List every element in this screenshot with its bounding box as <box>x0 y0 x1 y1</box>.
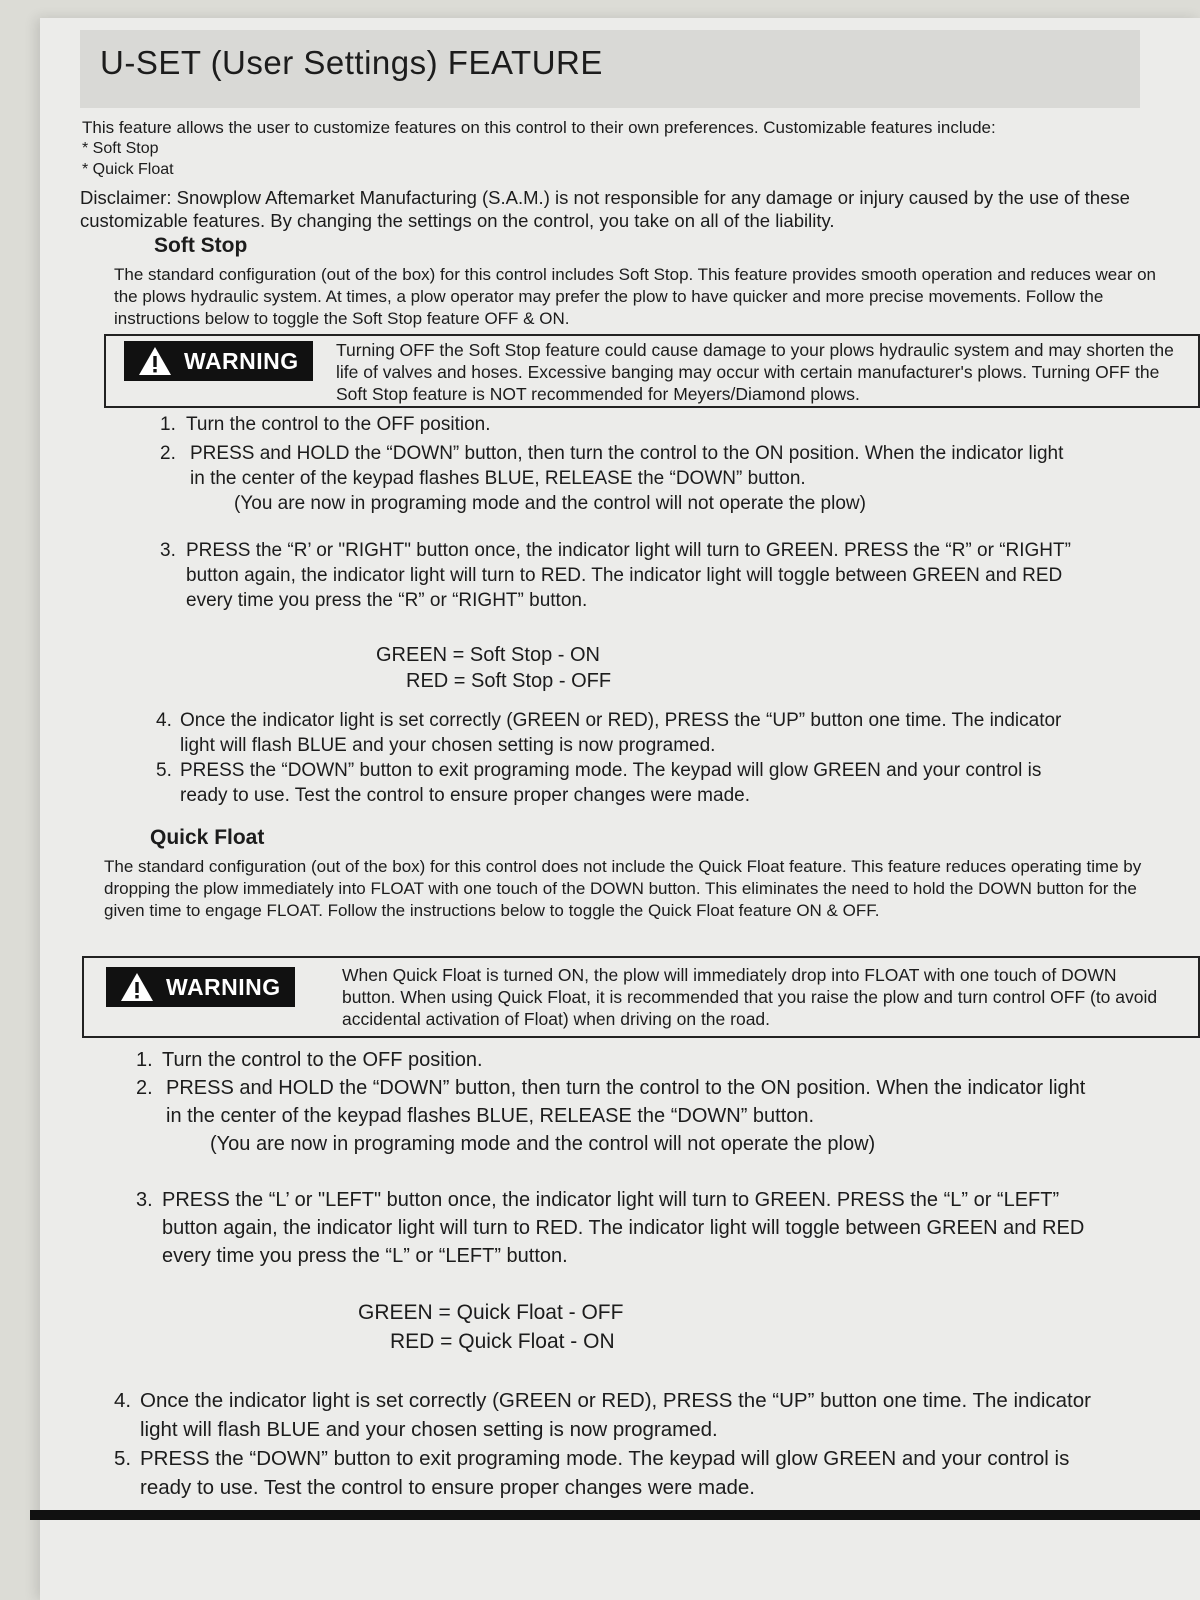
quick-float-warning-box <box>82 956 1200 1038</box>
list-item: 2. PRESS and HOLD the “DOWN” button, then turn the control to the ON position. When the indicator light in the center of the keypad flashes BLUE, RELEASE the “DOWN” button. (You are now in programing mode and the control will not operate the plow) <box>136 1077 1086 1155</box>
list-item: 3. PRESS the “R’ or "RIGHT" button once, the indicator light will turn to GREEN. PRESS the “R” or “RIGHT” button again, the indicator light will turn to RED. The indicator light will toggle between GREEN and RED every time you press the “R” or “RIGHT” button. <box>160 540 1071 611</box>
soft-stop-warning-box <box>104 334 1200 408</box>
quick-float-warning-text: When Quick Float is turned ON, the plow will immediately drop into FLOAT with one touch of DOWN button. When using Quick Float, it is recommended that you raise the plow and turn control OFF (to avoid accidental activation of Float) when driving on the road. <box>342 965 1158 1029</box>
list-item: 4. Once the indicator light is set correctly (GREEN or RED), PRESS the “UP” button one time. The indicator light will flash BLUE and your chosen setting is now programed. <box>156 710 1062 756</box>
soft-stop-steps-continued <box>156 708 1076 808</box>
intro-text: This feature allows the user to customize features on this control to their own preferences. Customizable features include: <box>82 118 996 137</box>
feature-item: * Quick Float <box>82 159 1142 180</box>
list-item: 4. Once the indicator light is set correctly (GREEN or RED), PRESS the “UP” button one time. The indicator light will flash BLUE and your chosen setting is now programed. <box>114 1389 1091 1441</box>
warning-label-text: WARNING <box>184 347 299 374</box>
warning-label <box>124 341 313 381</box>
quick-float-description: The standard configuration (out of the box) for this control does not include the Quick Float feature. This feature reduces operating time by dropping the plow immediately into FLOAT with one touch of the DOWN button. This eliminates the need to hold the DOWN button for the given time to engage FLOAT. Follow the instructions below to toggle the Quick Float feature ON & OFF. <box>104 857 1142 920</box>
list-item: 5. PRESS the “DOWN” button to exit programing mode. The keypad will glow GREEN and your control is ready to use. Test the control to ensure proper changes were made. <box>156 760 1042 806</box>
list-item: 1. Turn the control to the OFF position. <box>160 414 491 435</box>
intro-section <box>82 118 1142 180</box>
quick-float-steps-continued <box>114 1386 1104 1502</box>
list-item: 3. PRESS the “L’ or "LEFT" button once, the indicator light will turn to GREEN. PRESS the “L” or “LEFT” button again, the indicator light will turn to RED. The indicator light will toggle between GREEN and RED every time you press the “L” or “LEFT” button. <box>136 1189 1085 1267</box>
list-item: 2. PRESS and HOLD the “DOWN” button, then turn the control to the ON position. When the indicator light in the center of the keypad flashes BLUE, RELEASE the “DOWN” button. (You are now in programing mode and the control will not operate the plow) <box>160 443 1064 514</box>
quick-float-mapping <box>358 1298 623 1356</box>
warning-triangle-icon <box>120 972 154 1002</box>
feature-list <box>82 138 1142 180</box>
disclaimer: Disclaimer: Snowplow Aftemarket Manufacturing (S.A.M.) is not responsible for any damage or injury caused by the use of these customizable features. By changing the settings on the control, you take on all of the liability. <box>80 187 1130 231</box>
warning-label <box>106 967 295 1007</box>
mapping-green: GREEN = Soft Stop - ON <box>376 644 600 666</box>
quick-float-steps <box>136 1046 1106 1270</box>
soft-stop-description: The standard configuration (out of the box) for this control includes Soft Stop. This feature provides smooth operation and reduces wear on the plows hydraulic system. At times, a plow operator may prefer the plow to have quicker and more precise movements. Follow the instructions below to toggle the Soft Stop feature OFF & ON. <box>114 265 1157 328</box>
soft-stop-mapping <box>376 642 611 694</box>
warning-label-text: WARNING <box>166 973 281 1000</box>
warning-triangle-icon <box>138 346 172 376</box>
mapping-green: GREEN = Quick Float - OFF <box>358 1301 624 1324</box>
quick-float-heading: Quick Float <box>150 826 265 849</box>
feature-item: * Soft Stop <box>82 138 1142 159</box>
list-item: 5. PRESS the “DOWN” button to exit programing mode. The keypad will glow GREEN and your control is ready to use. Test the control to ensure proper changes were made. <box>114 1447 1070 1499</box>
mapping-red: RED = Soft Stop - OFF <box>406 670 612 692</box>
mapping-red: RED = Quick Float - ON <box>390 1330 615 1353</box>
soft-stop-heading: Soft Stop <box>154 234 248 257</box>
page-title: U-SET (User Settings) FEATURE <box>100 44 603 81</box>
soft-stop-warning-text: Turning OFF the Soft Stop feature could cause damage to your plows hydraulic system and may shorten the life of valves and hoses. Excessive banging may occur with certain manufacturer's plows. Turning OFF the Soft Stop feature is NOT recommended for Meyers/Diamond plows. <box>336 340 1174 404</box>
bottom-rule <box>30 1510 1200 1520</box>
soft-stop-steps <box>160 412 1080 613</box>
list-item: 1. Turn the control to the OFF position. <box>136 1049 483 1071</box>
